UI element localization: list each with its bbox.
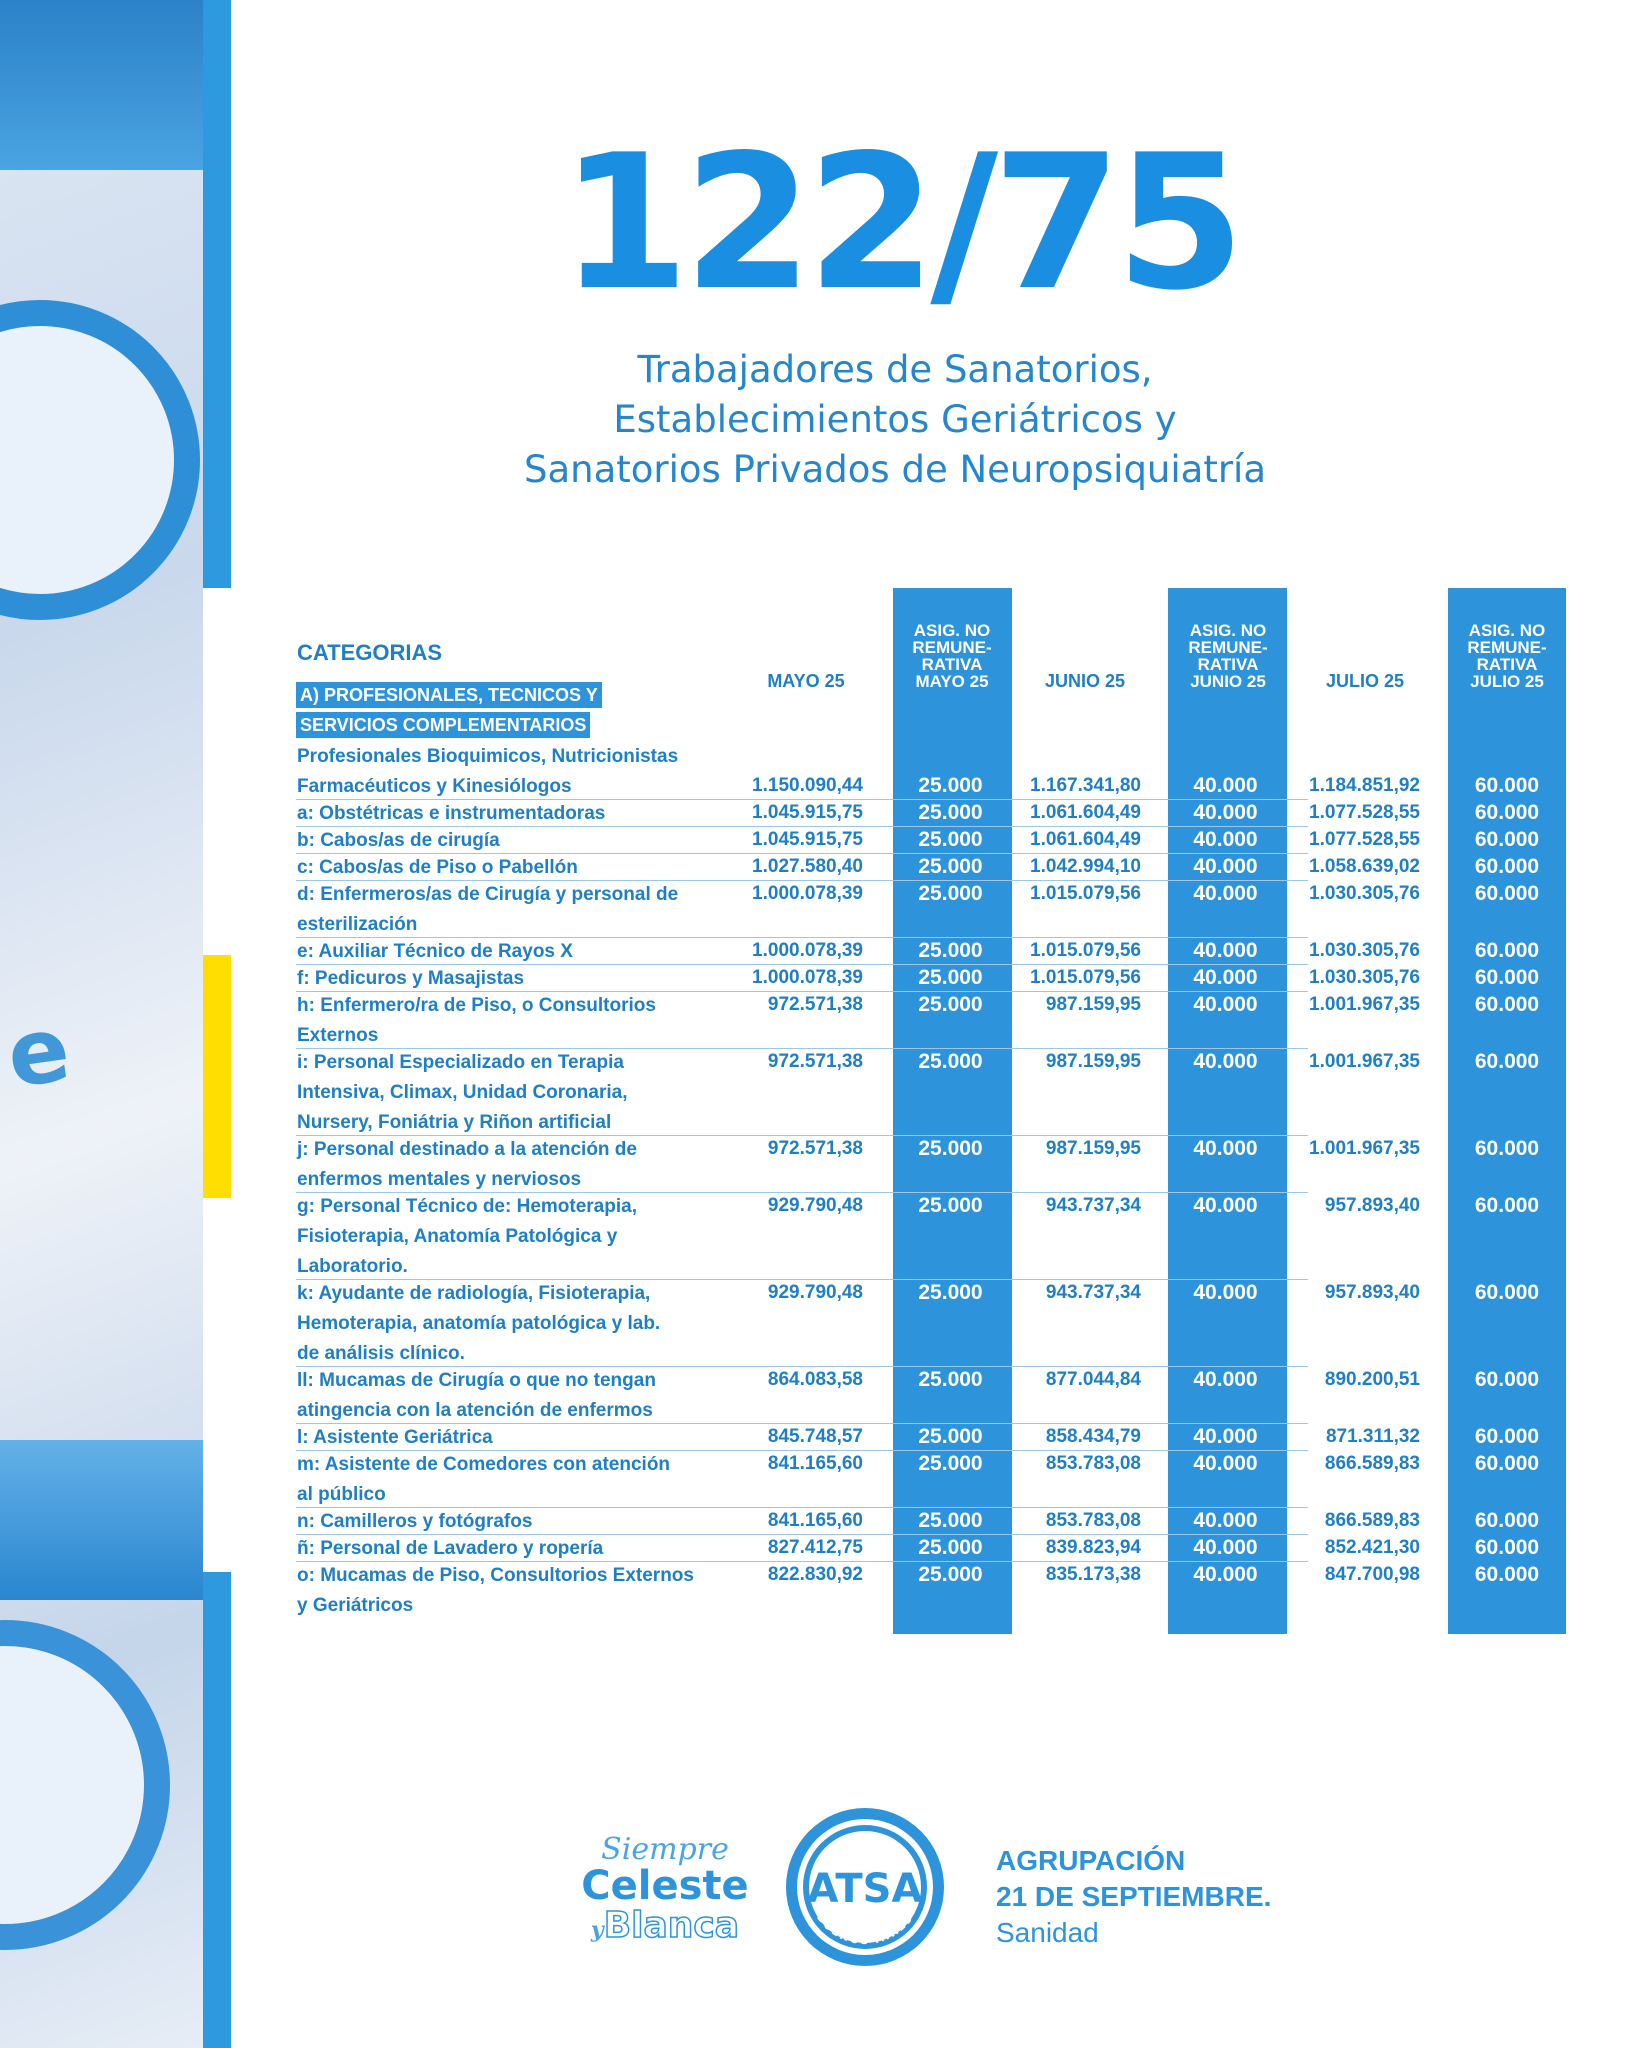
org-name-line: 21 DE SEPTIEMBRE.	[996, 1881, 1272, 1912]
salary-value: 866.589,83	[1324, 1510, 1420, 1531]
category-name-line: Fisioterapia, Anatomía Patológica y	[297, 1226, 618, 1247]
salary-value: 1.150.090,44	[752, 775, 863, 796]
salary-value: 1.030.305,76	[1309, 940, 1420, 961]
section-label-line: SERVICIOS COMPLEMENTARIOS	[296, 712, 590, 738]
salary-value: 929.790,48	[767, 1282, 863, 1303]
salary-value: 25.000	[918, 1425, 983, 1448]
salary-value: 40.000	[1193, 1137, 1258, 1160]
column-header-line: MAYO 25	[915, 672, 989, 691]
salary-value: 25.000	[918, 966, 983, 989]
salary-value: 40.000	[1193, 1509, 1258, 1532]
category-name-line: i: Personal Especializado en Terapia	[297, 1052, 624, 1073]
salary-value: 40.000	[1193, 828, 1258, 851]
category-name-line: al público	[297, 1484, 386, 1505]
category-name	[297, 1048, 717, 1138]
salary-value: 40.000	[1193, 1368, 1258, 1391]
column-header	[1447, 622, 1567, 690]
category-name	[297, 1561, 717, 1621]
salary-value: 1.184.851,92	[1309, 775, 1420, 796]
salary-value: 1.015.079,56	[1030, 967, 1141, 988]
salary-value: 40.000	[1193, 1425, 1258, 1448]
salary-value: 25.000	[918, 1452, 983, 1475]
column-header	[1168, 622, 1288, 690]
category-name-line: h: Enfermero/ra de Piso, o Consultorios	[297, 995, 656, 1016]
category-name-line: Externos	[297, 1025, 379, 1046]
salary-value: 1.045.915,75	[752, 829, 863, 850]
category-name	[297, 799, 717, 829]
organization-block	[996, 1843, 1271, 1951]
category-name-line: n: Camilleros y fotógrafos	[297, 1511, 533, 1532]
category-name	[297, 1534, 717, 1564]
salary-value: 845.748,57	[767, 1426, 863, 1447]
categories-heading: CATEGORIAS	[297, 640, 443, 665]
salary-value: 40.000	[1193, 1563, 1258, 1586]
salary-value: 60.000	[1474, 1509, 1540, 1532]
atsa-seal-logo	[784, 1806, 946, 1968]
category-name-line: e: Auxiliar Técnico de Rayos X	[297, 941, 573, 962]
category-name	[297, 826, 717, 856]
category-name-line: Profesionales Bioquimicos, Nutricionistas	[297, 746, 679, 767]
column-header-line: JUNIO 25	[1044, 671, 1126, 691]
column-header-line: REMUNE-	[1188, 638, 1268, 657]
salary-value: 835.173,38	[1045, 1564, 1141, 1585]
salary-value: 60.000	[1474, 1368, 1540, 1391]
column-header-line: RATIVA	[1476, 655, 1538, 674]
salary-value: 40.000	[1193, 855, 1258, 878]
salary-value: 25.000	[918, 1281, 983, 1304]
table-row	[288, 853, 1568, 883]
salary-value: 40.000	[1193, 1281, 1258, 1304]
category-name-line: j: Personal destinado a la atención de	[297, 1139, 637, 1160]
accent-bar-yellow	[203, 955, 231, 1198]
decorative-flag-photo: e	[0, 0, 203, 2048]
column-header-line: JUNIO 25	[1190, 672, 1266, 691]
logo-text: ATSA	[807, 1866, 923, 1912]
table-row	[288, 880, 1568, 940]
category-name-line: l: Asistente Geriátrica	[297, 1427, 493, 1448]
category-name-line: y Geriátricos	[297, 1595, 414, 1616]
table-row	[288, 799, 1568, 829]
category-name-line: a: Obstétricas e instrumentadoras	[297, 803, 606, 824]
category-name-line: atingencia con la atención de enfermos	[297, 1400, 653, 1421]
salary-value: 1.058.639,02	[1309, 856, 1420, 877]
table-row	[288, 1561, 1568, 1621]
category-name	[297, 853, 717, 883]
category-name-line: Hemoterapia, anatomía patológica y lab.	[297, 1313, 661, 1334]
salary-value: 60.000	[1474, 774, 1540, 797]
salary-value: 853.783,08	[1045, 1510, 1141, 1531]
salary-value: 987.159,95	[1045, 994, 1141, 1015]
salary-value: 852.421,30	[1324, 1537, 1420, 1558]
salary-value: 841.165,60	[767, 1453, 863, 1474]
table-row	[288, 742, 1568, 802]
salary-value: 1.030.305,76	[1309, 883, 1420, 904]
salary-value: 60.000	[1474, 993, 1540, 1016]
salary-value: 60.000	[1474, 1050, 1540, 1073]
salary-value: 1.167.341,80	[1030, 775, 1141, 796]
section-label-line: A) PROFESIONALES, TECNICOS Y	[296, 682, 602, 708]
category-name-line: ñ: Personal de Lavadero y ropería	[297, 1538, 604, 1559]
salary-value: 943.737,34	[1045, 1282, 1141, 1303]
category-name	[297, 1423, 717, 1453]
table-row	[288, 1135, 1568, 1195]
salary-value: 827.412,75	[767, 1537, 863, 1558]
agreement-number-title: 122/75	[560, 114, 1240, 331]
salary-value: 1.001.967,35	[1309, 1138, 1420, 1159]
category-name	[297, 964, 717, 994]
column-header	[1025, 673, 1145, 690]
salary-value: 60.000	[1474, 882, 1540, 905]
salary-value: 972.571,38	[767, 1051, 863, 1072]
salary-value: 1.061.604,49	[1030, 829, 1141, 850]
salary-value: 1.030.305,76	[1309, 967, 1420, 988]
org-name-line: AGRUPACIÓN	[996, 1845, 1186, 1876]
category-name-line: ll: Mucamas de Cirugía o que no tengan	[297, 1370, 656, 1391]
salary-value: 25.000	[918, 774, 983, 797]
table-row	[288, 1507, 1568, 1537]
column-header-line: JULIO 25	[1325, 671, 1405, 691]
salary-value: 943.737,34	[1045, 1195, 1141, 1216]
salary-value: 60.000	[1474, 1563, 1540, 1586]
category-name-line: c: Cabos/as de Piso o Pabellón	[297, 857, 578, 878]
salary-value: 866.589,83	[1324, 1453, 1420, 1474]
slogan-sub-line	[570, 1907, 760, 1949]
salary-value: 60.000	[1474, 1137, 1540, 1160]
salary-value: 871.311,32	[1325, 1426, 1420, 1447]
category-name	[297, 937, 717, 967]
salary-value: 60.000	[1474, 1425, 1540, 1448]
salary-value: 1.015.079,56	[1030, 883, 1141, 904]
category-name-line: o: Mucamas de Piso, Consultorios Externos	[297, 1565, 694, 1586]
slogan-y-text: y	[590, 1917, 604, 1943]
salary-value: 1.001.967,35	[1309, 994, 1420, 1015]
category-name-line: m: Asistente de Comedores con atención	[297, 1454, 671, 1475]
salary-value: 40.000	[1193, 1194, 1258, 1217]
salary-value: 40.000	[1193, 1452, 1258, 1475]
salary-value: 25.000	[918, 1050, 983, 1073]
salary-value: 40.000	[1193, 774, 1258, 797]
table-row	[288, 826, 1568, 856]
salary-value: 40.000	[1193, 1050, 1258, 1073]
salary-value: 957.893,40	[1324, 1195, 1420, 1216]
salary-value: 25.000	[918, 828, 983, 851]
salary-value: 822.830,92	[767, 1564, 863, 1585]
table-row	[288, 1192, 1568, 1282]
category-name	[297, 1192, 717, 1282]
salary-value: 40.000	[1193, 966, 1258, 989]
salary-value: 1.045.915,75	[752, 802, 863, 823]
salary-value: 40.000	[1193, 801, 1258, 824]
salary-value: 60.000	[1474, 939, 1540, 962]
salary-value: 60.000	[1474, 828, 1540, 851]
table-row	[288, 937, 1568, 967]
salary-value: 1.000.078,39	[752, 883, 863, 904]
subtitle-line: Establecimientos Geriátricos y	[613, 398, 1177, 441]
category-name	[297, 1507, 717, 1537]
salary-value: 864.083,58	[767, 1369, 863, 1390]
column-header-line: MAYO 25	[767, 671, 845, 691]
table-row	[288, 1048, 1568, 1138]
logo-ring-text: BUENOS AIRES	[813, 1911, 917, 1948]
column-header-line: JULIO 25	[1470, 672, 1544, 691]
agreement-subtitle	[430, 345, 1360, 495]
accent-bar-bottom	[203, 1572, 231, 2048]
category-name-line: Nursery, Foniátria y Riñon artificial	[297, 1112, 612, 1133]
salary-value: 1.027.580,40	[752, 856, 863, 877]
table-row	[288, 1450, 1568, 1510]
salary-value: 1.042.994,10	[1030, 856, 1141, 877]
salary-value: 25.000	[918, 1509, 983, 1532]
salary-value: 40.000	[1193, 882, 1258, 905]
salary-value: 890.200,51	[1324, 1369, 1420, 1390]
salary-value: 858.434,79	[1045, 1426, 1141, 1447]
column-header	[892, 622, 1012, 690]
category-name-line: enfermos mentales y nerviosos	[297, 1169, 582, 1190]
category-name	[297, 1135, 717, 1195]
category-name	[297, 1279, 717, 1369]
salary-value: 987.159,95	[1045, 1138, 1141, 1159]
category-name-line: Farmacéuticos y Kinesiólogos	[297, 776, 572, 797]
salary-value: 1.000.078,39	[752, 940, 863, 961]
salary-value: 60.000	[1474, 1452, 1540, 1475]
salary-value: 839.823,94	[1045, 1537, 1141, 1558]
category-name-line: Intensiva, Climax, Unidad Coronaria,	[297, 1082, 628, 1103]
salary-value: 60.000	[1474, 1194, 1540, 1217]
column-header-line: REMUNE-	[912, 638, 992, 657]
salary-value: 25.000	[918, 1194, 983, 1217]
table-row	[288, 1279, 1568, 1369]
table-row	[288, 1366, 1568, 1426]
salary-value: 972.571,38	[767, 1138, 863, 1159]
salary-value: 60.000	[1474, 1281, 1540, 1304]
salary-value: 25.000	[918, 1368, 983, 1391]
salary-value: 25.000	[918, 801, 983, 824]
salary-value: 1.077.528,55	[1309, 829, 1420, 850]
salary-value: 25.000	[918, 1137, 983, 1160]
salary-value: 1.077.528,55	[1309, 802, 1420, 823]
salary-value: 1.015.079,56	[1030, 940, 1141, 961]
slogan-logo	[570, 1832, 760, 1949]
org-sector: Sanidad	[996, 1917, 1099, 1948]
table-row	[288, 964, 1568, 994]
category-name-line: Laboratorio.	[297, 1256, 408, 1277]
salary-value: 60.000	[1474, 1536, 1540, 1559]
column-header-line: ASIG. NO	[1189, 621, 1267, 640]
salary-value: 929.790,48	[767, 1195, 863, 1216]
category-name-line: de análisis clínico.	[297, 1343, 465, 1364]
category-name	[297, 1450, 717, 1510]
category-name	[297, 1366, 717, 1426]
category-name-line: k: Ayudante de radiología, Fisioterapia,	[297, 1283, 651, 1304]
category-name-line: b: Cabos/as de cirugía	[297, 830, 500, 851]
category-name	[297, 991, 717, 1051]
salary-value: 60.000	[1474, 801, 1540, 824]
category-name	[297, 880, 717, 940]
salary-value: 40.000	[1193, 1536, 1258, 1559]
category-name-line: f: Pedicuros y Masajistas	[297, 968, 525, 989]
salary-value: 25.000	[918, 1536, 983, 1559]
category-name-line: esterilización	[297, 914, 418, 935]
column-header	[1305, 673, 1425, 690]
column-header-line: REMUNE-	[1467, 638, 1547, 657]
column-header-line: ASIG. NO	[913, 621, 991, 640]
category-name-line: g: Personal Técnico de: Hemoterapia,	[297, 1196, 637, 1217]
subtitle-line: Trabajadores de Sanatorios,	[637, 348, 1153, 391]
salary-value: 877.044,84	[1045, 1369, 1141, 1390]
salary-value: 957.893,40	[1324, 1282, 1420, 1303]
category-name-line: d: Enfermeros/as de Cirugía y personal de	[297, 884, 679, 905]
column-header	[746, 673, 866, 690]
salary-value: 853.783,08	[1045, 1453, 1141, 1474]
salary-value: 25.000	[918, 993, 983, 1016]
salary-value: 40.000	[1193, 939, 1258, 962]
salary-value: 25.000	[918, 1563, 983, 1586]
column-header-line: RATIVA	[921, 655, 983, 674]
salary-value: 60.000	[1474, 855, 1540, 878]
slogan-sub-text: Blanca	[603, 1905, 740, 1946]
salary-value: 841.165,60	[767, 1510, 863, 1531]
salary-value: 987.159,95	[1045, 1051, 1141, 1072]
table-row	[288, 1423, 1568, 1453]
subtitle-line: Sanatorios Privados de Neuropsiquiatría	[523, 448, 1267, 491]
salary-value: 25.000	[918, 882, 983, 905]
salary-value: 847.700,98	[1324, 1564, 1420, 1585]
table-row	[288, 991, 1568, 1051]
category-name	[297, 742, 717, 802]
column-header-line: ASIG. NO	[1468, 621, 1546, 640]
salary-value: 40.000	[1193, 993, 1258, 1016]
salary-value: 25.000	[918, 939, 983, 962]
salary-value: 60.000	[1474, 966, 1540, 989]
salary-value: 972.571,38	[767, 994, 863, 1015]
salary-value: 25.000	[918, 855, 983, 878]
table-row	[288, 1534, 1568, 1564]
column-header-line: RATIVA	[1197, 655, 1259, 674]
salary-value: 1.000.078,39	[752, 967, 863, 988]
salary-value: 1.061.604,49	[1030, 802, 1141, 823]
accent-bar-top	[203, 0, 231, 588]
slogan-script-text: Siempre	[601, 1832, 729, 1867]
salary-value: 1.001.967,35	[1309, 1051, 1420, 1072]
slogan-main-text: Celeste	[581, 1863, 749, 1909]
